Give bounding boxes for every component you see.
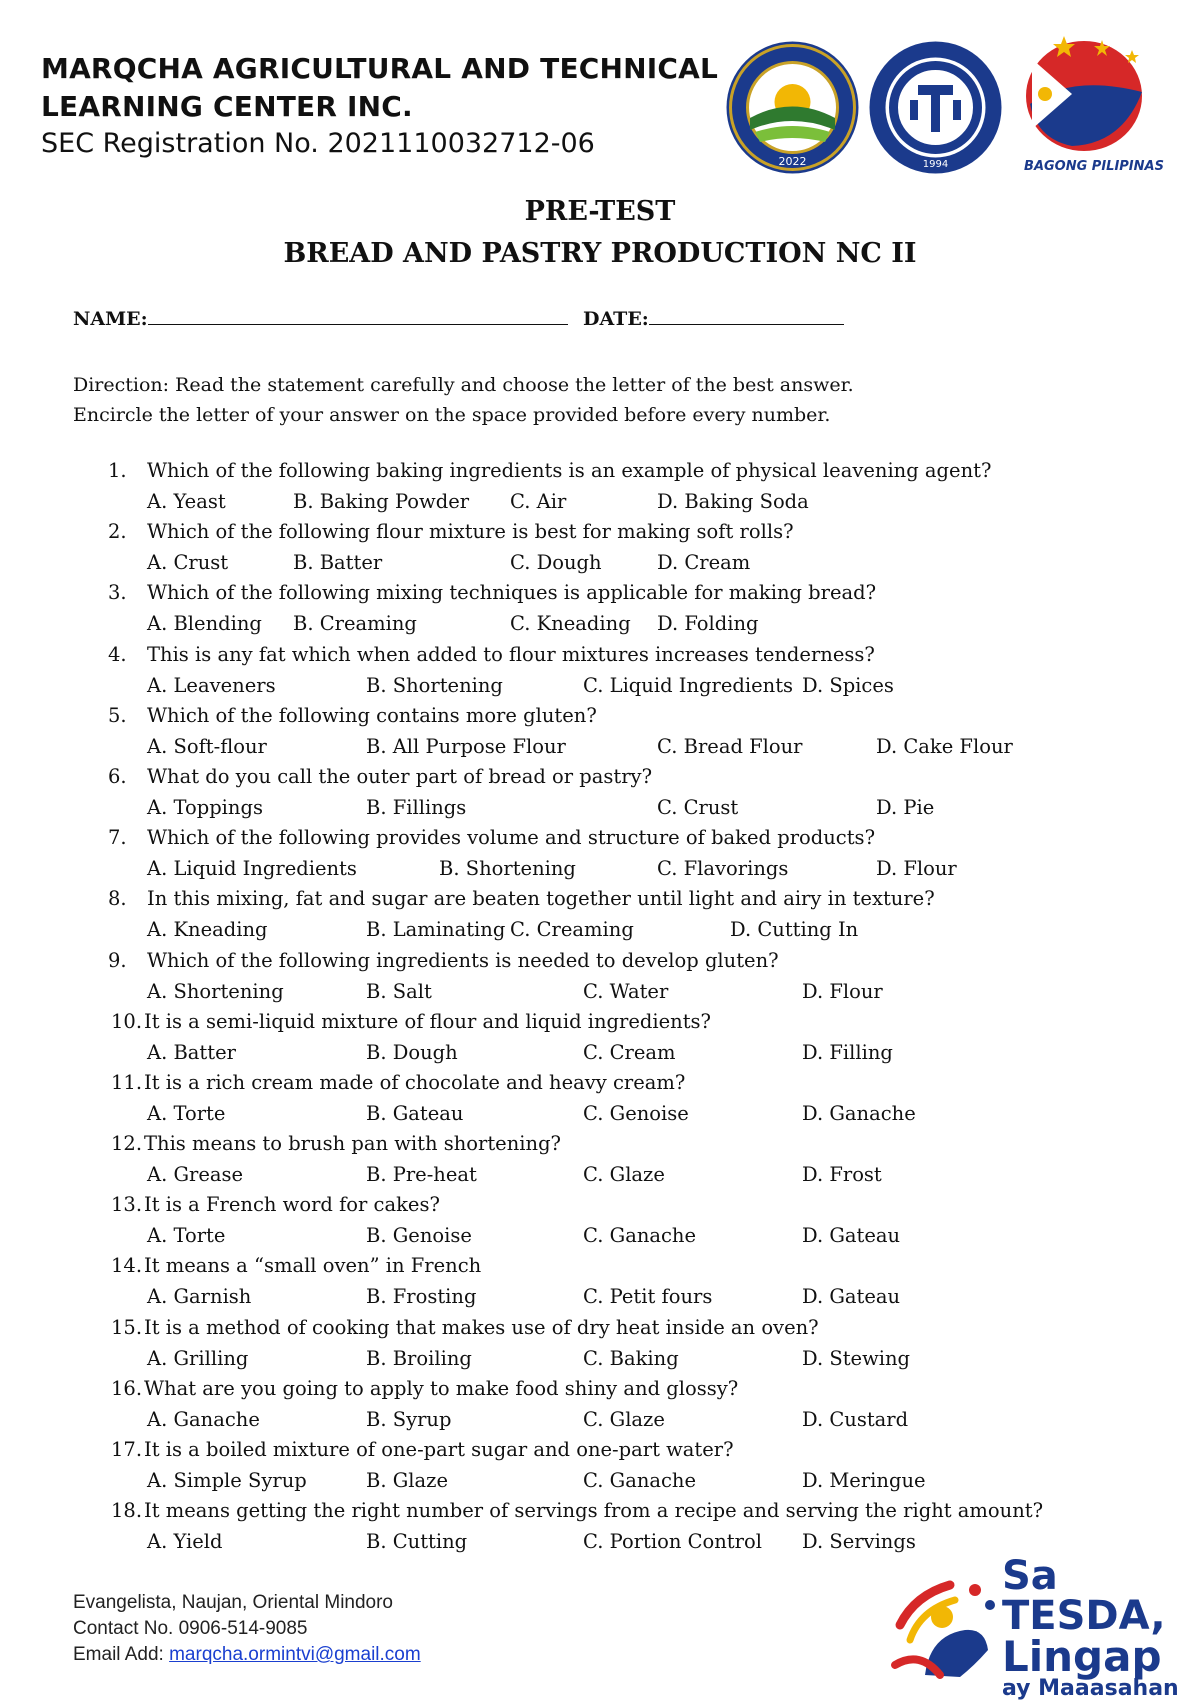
question-item — [0, 1499, 1200, 1560]
footer-address: Evangelista, Naujan, Oriental Mindoro — [73, 1592, 394, 1613]
name-field[interactable] — [73, 306, 568, 330]
answer-option-d[interactable]: D. Folding — [657, 612, 759, 636]
answer-option-d[interactable]: D. Servings — [802, 1530, 916, 1554]
answer-option-b[interactable]: B. Shortening — [439, 857, 576, 881]
answer-option-b[interactable]: B. Creaming — [293, 612, 417, 636]
question-text: Which of the following flour mixture is best for making soft rolls? — [147, 520, 794, 544]
answer-option-d[interactable]: D. Baking Soda — [657, 490, 809, 513]
question-item — [0, 1132, 1200, 1193]
answer-option-a[interactable]: A. Ganache — [147, 1407, 260, 1431]
question-number: 1. — [108, 459, 127, 482]
marqcha-logo-year: 2022 — [778, 155, 807, 168]
answer-option-a[interactable]: A. Shortening — [147, 979, 284, 1003]
footer-contact-number: Contact No. 0906-514-9085 — [73, 1618, 308, 1639]
org-name-line2: LEARNING CENTER INC. — [41, 90, 413, 123]
answer-option-b[interactable]: B. Laminating — [366, 918, 506, 942]
answer-option-a[interactable]: A. Batter — [147, 1040, 236, 1064]
answer-option-a[interactable]: A. Crust — [147, 551, 229, 575]
marqcha-seal-logo — [725, 40, 860, 175]
question-text: Which of the following provides volume and structure of baked products? — [147, 826, 876, 850]
question-item — [0, 949, 1200, 1010]
name-label: NAME: — [73, 308, 148, 330]
lingap-line4: ay Maaasahan — [1002, 1676, 1179, 1701]
answer-option-a[interactable]: A. Blending — [147, 612, 262, 636]
answer-option-c[interactable]: C. Ganache — [583, 1224, 697, 1248]
answer-option-d[interactable]: D. Spices — [802, 673, 894, 697]
question-text: It is a semi-liquid mixture of flour and liquid ingredients? — [144, 1009, 712, 1033]
question-number: 10. — [111, 1009, 143, 1033]
directions — [73, 370, 854, 430]
question-number: 11. — [111, 1070, 143, 1094]
answer-option-b[interactable]: B. Broiling — [366, 1346, 472, 1370]
answer-option-b[interactable]: B. Batter — [293, 551, 383, 575]
question-item — [0, 581, 1200, 642]
question-text: Which of the following baking ingredients is an example of physical leavening agent? — [147, 459, 992, 482]
question-number: 18. — [111, 1499, 143, 1523]
answer-option-b[interactable]: B. Shortening — [366, 673, 503, 697]
answer-option-d[interactable]: D. Custard — [802, 1407, 909, 1431]
answer-option-b[interactable]: B. Gateau — [366, 1101, 464, 1125]
date-label: DATE: — [583, 308, 649, 330]
question-item — [0, 1254, 1200, 1315]
lingap-line1: Sa — [1002, 1553, 1058, 1599]
footer-email-line — [73, 1642, 421, 1668]
question-item — [0, 765, 1200, 826]
direction-line2: Encircle the letter of your answer on the space provided before every number. — [73, 404, 831, 426]
question-text: It is a French word for cakes? — [144, 1193, 440, 1217]
answer-option-a[interactable]: A. Yeast — [147, 490, 226, 513]
answer-option-d[interactable]: D. Stewing — [802, 1346, 911, 1370]
question-text: It is a rich cream made of chocolate and heavy cream? — [144, 1070, 686, 1094]
question-number: 8. — [108, 887, 127, 911]
question-number: 13. — [111, 1193, 143, 1217]
tesda-lingap-wordmark — [1002, 1553, 1179, 1701]
answer-option-b[interactable]: B. Baking Powder — [293, 490, 470, 513]
answer-option-d[interactable]: D. Ganache — [802, 1101, 916, 1125]
answer-option-d[interactable]: D. Frost — [802, 1163, 882, 1187]
question-text: Which of the following mixing techniques is applicable for making bread? — [147, 581, 877, 605]
question-text: It is a boiled mixture of one-part sugar and one-part water? — [144, 1438, 734, 1461]
question-text: It means a “small oven” in French — [144, 1254, 482, 1278]
answer-option-a[interactable]: A. Grilling — [147, 1346, 249, 1370]
question-text: This means to brush pan with shortening? — [144, 1132, 562, 1156]
tesda-logo — [868, 40, 1003, 175]
answer-option-b[interactable]: B. Salt — [366, 979, 432, 1003]
answer-option-c[interactable]: C. Flavorings — [657, 857, 789, 881]
question-item — [0, 704, 1200, 765]
answer-option-c[interactable]: C. Creaming — [510, 918, 634, 942]
question-item — [0, 1010, 1200, 1071]
name-blank-line[interactable] — [148, 306, 568, 325]
footer-email-link[interactable]: marqcha.ormintvi@gmail.com — [169, 1644, 421, 1665]
answer-option-b[interactable]: B. Genoise — [366, 1224, 472, 1248]
question-text: What do you call the outer part of bread or pastry? — [147, 764, 653, 788]
date-field[interactable] — [583, 306, 844, 330]
answer-option-a[interactable]: A. Liquid Ingredients — [147, 857, 357, 881]
question-item — [0, 887, 1200, 948]
answer-option-c[interactable]: C. Glaze — [583, 1407, 665, 1431]
question-item — [0, 459, 1200, 520]
question-text: It is a method of cooking that makes use of dry heat inside an oven? — [144, 1315, 819, 1339]
answer-option-a[interactable]: A. Torte — [147, 1101, 226, 1125]
question-item — [0, 1316, 1200, 1377]
answer-option-d[interactable]: D. Gateau — [802, 1224, 901, 1248]
answer-option-c[interactable]: C. Baking — [583, 1346, 679, 1370]
question-list — [0, 459, 1200, 1560]
answer-option-a[interactable]: A. Toppings — [147, 795, 263, 819]
answer-option-c[interactable]: C. Air — [510, 490, 567, 513]
answer-option-d[interactable]: D. Cake Flour — [876, 734, 1013, 758]
org-name — [41, 50, 718, 126]
date-blank-line[interactable] — [649, 306, 844, 325]
answer-option-a[interactable]: A. Kneading — [147, 918, 268, 942]
org-name-line1: MARQCHA AGRICULTURAL AND TECHNICAL — [41, 52, 719, 85]
answer-option-d[interactable]: D. Cutting In — [730, 918, 859, 942]
answer-option-d[interactable]: D. Filling — [802, 1040, 893, 1064]
question-number: 16. — [111, 1376, 143, 1400]
tesda-logo-year: 1994 — [922, 159, 949, 170]
answer-option-c[interactable]: C. Petit fours — [583, 1285, 713, 1309]
document-subtitle: BREAD AND PASTRY PRODUCTION NC II — [283, 238, 917, 269]
footer-email-label: Email Add: — [73, 1644, 170, 1665]
question-number: 6. — [108, 764, 127, 788]
question-number: 15. — [111, 1315, 143, 1339]
answer-option-c[interactable]: C. Dough — [510, 551, 602, 575]
question-text: Which of the following contains more gluten? — [147, 703, 597, 727]
answer-option-b[interactable]: B. Fillings — [366, 795, 467, 819]
answer-option-a[interactable]: A. Simple Syrup — [147, 1469, 307, 1492]
answer-option-b[interactable]: B. Cutting — [366, 1530, 468, 1554]
question-number: 7. — [108, 826, 127, 850]
lingap-line2: TESDA, — [1002, 1593, 1166, 1639]
answer-option-c[interactable]: C. Cream — [583, 1040, 676, 1064]
answer-option-d[interactable]: D. Flour — [876, 857, 957, 881]
answer-option-b[interactable]: B. Pre-heat — [366, 1163, 477, 1187]
answer-option-b[interactable]: B. Dough — [366, 1040, 458, 1064]
answer-option-c[interactable]: C. Portion Control — [583, 1530, 762, 1554]
question-number: 3. — [108, 581, 127, 605]
lingap-line3: Lingap — [1002, 1632, 1162, 1681]
answer-option-c[interactable]: C. Genoise — [583, 1101, 689, 1125]
answer-option-c[interactable]: C. Glaze — [583, 1163, 665, 1187]
question-text: This is any fat which when added to flour mixtures increases tenderness? — [147, 642, 875, 666]
question-number: 9. — [108, 948, 127, 972]
answer-option-a[interactable]: A. Yield — [147, 1530, 223, 1554]
answer-option-a[interactable]: A. Torte — [147, 1224, 226, 1248]
answer-option-d[interactable]: D. Cream — [657, 551, 751, 575]
answer-option-d[interactable]: D. Gateau — [802, 1285, 901, 1309]
question-item — [0, 1377, 1200, 1438]
answer-option-c[interactable]: C. Water — [583, 979, 669, 1003]
answer-option-c[interactable]: C. Crust — [657, 795, 739, 819]
answer-option-a[interactable]: A. Garnish — [147, 1285, 252, 1309]
answer-option-a[interactable]: A. Leaveners — [147, 673, 276, 697]
answer-option-c[interactable]: C. Bread Flour — [657, 734, 803, 758]
answer-option-d[interactable]: D. Flour — [802, 979, 883, 1003]
question-text: In this mixing, fat and sugar are beaten together until light and airy in texture? — [147, 887, 935, 911]
question-text: It means getting the right number of servings from a recipe and serving the right amount? — [144, 1499, 1044, 1523]
question-number: 4. — [108, 642, 127, 666]
question-number: 5. — [108, 703, 127, 727]
question-item — [0, 1438, 1200, 1499]
question-text: Which of the following ingredients is needed to develop gluten? — [147, 948, 779, 972]
answer-option-a[interactable]: A. Soft-flour — [147, 734, 267, 758]
answer-option-b[interactable]: B. Syrup — [366, 1407, 452, 1431]
answer-option-b[interactable]: B. Frosting — [366, 1285, 477, 1309]
answer-option-d[interactable]: D. Pie — [876, 795, 935, 819]
question-number: 17. — [111, 1438, 143, 1461]
direction-line1: Direction: Read the statement carefully and choose the letter of the best answer. — [73, 374, 854, 396]
question-number: 14. — [111, 1254, 143, 1278]
question-item — [0, 643, 1200, 704]
answer-option-c[interactable]: C. Ganache — [583, 1469, 697, 1492]
question-number: 2. — [108, 520, 127, 544]
bagong-pilipinas-caption: BAGONG PILIPINAS — [1024, 159, 1164, 174]
question-item — [0, 520, 1200, 581]
answer-option-b[interactable]: B. Glaze — [366, 1469, 448, 1492]
question-item — [0, 826, 1200, 887]
document-title: PRE-TEST — [524, 196, 676, 227]
question-text: What are you going to apply to make food shiny and glossy? — [144, 1376, 739, 1400]
bagong-pilipinas-logo — [1012, 34, 1177, 174]
question-item — [0, 1071, 1200, 1132]
answer-option-b[interactable]: B. All Purpose Flour — [366, 734, 566, 758]
question-item — [0, 1193, 1200, 1254]
sec-registration: SEC Registration No. 2021110032712-06 — [41, 128, 595, 159]
answer-option-d[interactable]: D. Meringue — [802, 1469, 926, 1492]
footer-contact — [73, 1590, 421, 1668]
question-number: 12. — [111, 1132, 143, 1156]
answer-option-c[interactable]: C. Liquid Ingredients — [583, 673, 794, 697]
answer-option-c[interactable]: C. Kneading — [510, 612, 631, 636]
answer-option-a[interactable]: A. Grease — [147, 1163, 244, 1187]
